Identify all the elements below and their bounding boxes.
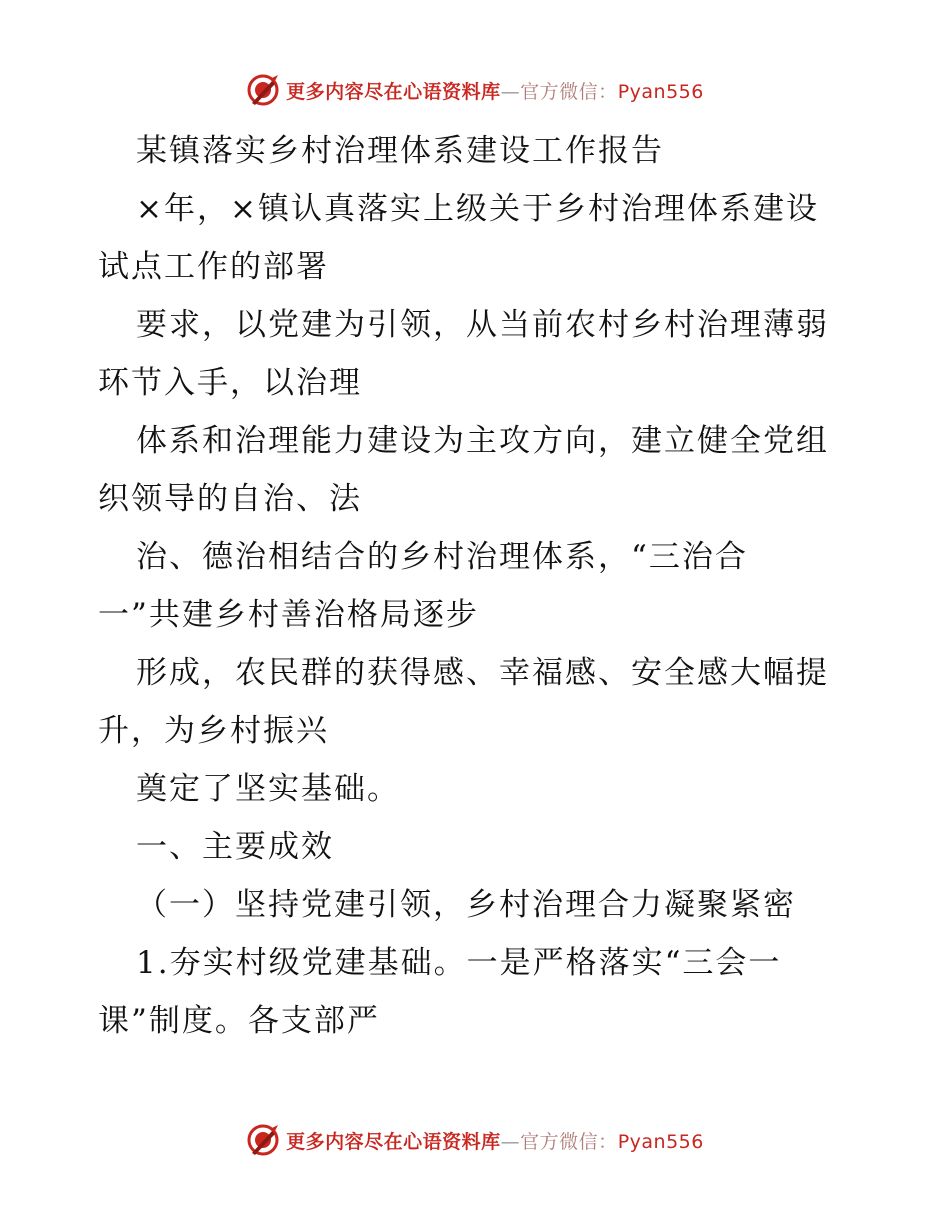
paragraph-line: 升，为乡村振兴 (98, 713, 329, 749)
paragraph-line: 课”制度。各支部严 (98, 1003, 380, 1039)
paragraph-line: 一”共建乡村善治格局逐步 (98, 597, 479, 633)
paragraph-line: 治、德治相结合的乡村治理体系，“三治合 (136, 539, 748, 575)
paragraph-line: 体系和治理能力建设为主攻方向，建立健全党组 (136, 423, 829, 459)
banner-text: 更多内容尽在心语资料库—官方微信：Pyan556 (286, 80, 704, 103)
paragraph-line: 奠定了坚实基础。 (136, 771, 400, 807)
document-title: 某镇落实乡村治理体系建设工作报告 (136, 133, 664, 169)
banner-text: 更多内容尽在心语资料库—官方微信：Pyan556 (286, 1130, 704, 1153)
red-quill-seal-icon (246, 1123, 280, 1157)
paragraph-line: 要求，以党建为引领，从当前农村乡村治理薄弱 (136, 307, 829, 343)
section-heading: 一、主要成效 (136, 829, 334, 865)
document-body (98, 122, 858, 1050)
subsection-heading: （一）坚持党建引领，乡村治理合力凝聚紧密 (136, 887, 796, 923)
paragraph-line: 织领导的自治、法 (98, 481, 362, 517)
paragraph-line: ×年，×镇认真落实上级关于乡村治理体系建设 (136, 191, 819, 227)
header-banner (0, 70, 950, 110)
paragraph-line: 形成，农民群的获得感、幸福感、安全感大幅提 (136, 655, 829, 691)
paragraph-line: 1.夯实村级党建基础。一是严格落实“三会一 (136, 945, 782, 981)
paragraph-line: 试点工作的部署 (98, 249, 329, 285)
paragraph-line: 环节入手，以治理 (98, 365, 362, 401)
footer-banner (0, 1120, 950, 1160)
red-quill-seal-icon (246, 73, 280, 107)
